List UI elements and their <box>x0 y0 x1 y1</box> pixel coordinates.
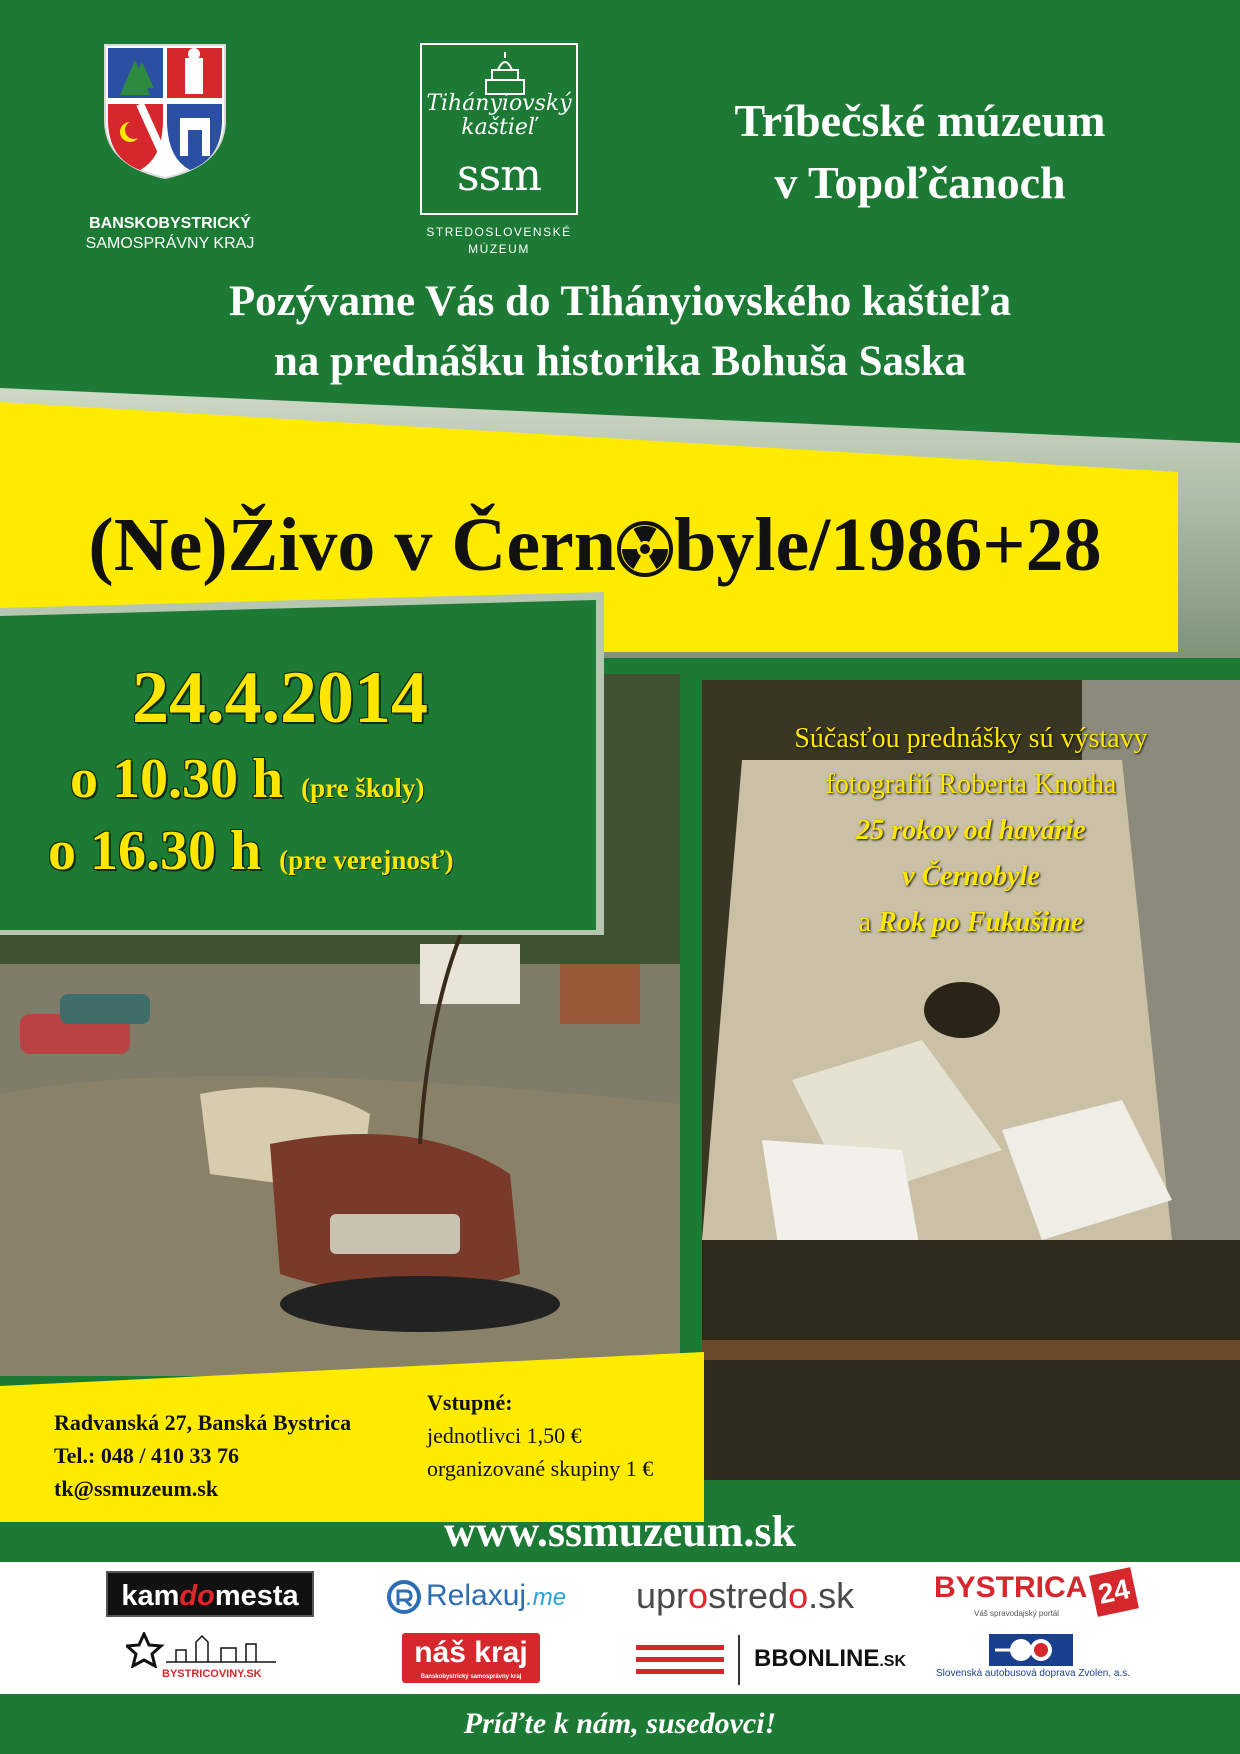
exhibition-line1: Súčasťou prednášky sú výstavy <box>794 723 1148 754</box>
ssm-logo-mark: ssm <box>457 150 541 201</box>
uprostred-logo-d: o <box>788 1575 809 1616</box>
relaxuj-logo-b: .me <box>526 1584 567 1611</box>
region-coat-of-arms-icon <box>100 40 230 180</box>
admission-groups: organizované skupiny 1 € <box>427 1456 654 1481</box>
contact-address: Radvanská 27, Banská Bystrica <box>54 1410 352 1435</box>
bbonline-separator <box>738 1635 740 1685</box>
uprostred-logo-e: .sk <box>808 1575 855 1616</box>
partner-museum-line1: Tríbečské múzeum <box>734 95 1106 146</box>
contact-phone: Tel.: 048 / 410 33 76 <box>54 1443 239 1468</box>
invitation-line2: na prednášku historika Bohuša Saska <box>273 338 967 385</box>
naskraj-logo-name: náš kraj <box>414 1636 528 1669</box>
bbonline-stripe <box>636 1669 724 1674</box>
admission-info <box>427 1386 707 1485</box>
naskraj-logo-tagline: Banskobystrický samosprávny kraj <box>420 1674 522 1680</box>
region-name <box>55 214 285 254</box>
event-date: 24.4.2014 <box>132 657 428 739</box>
exhibition-line4: v Černobyle <box>902 861 1040 892</box>
bystrica24-logo-number: 24 <box>1089 1567 1139 1617</box>
radiation-icon <box>617 521 673 577</box>
contact-info <box>54 1406 414 1505</box>
exhibition-caption <box>702 716 1240 946</box>
relaxuj-logo-a: Relaxuj <box>426 1579 527 1612</box>
bbonline-stripe <box>636 1657 724 1662</box>
uprostred-logo <box>636 1573 854 1619</box>
bystricoviny-logo <box>126 1632 286 1682</box>
relaxuj-pin-icon <box>386 1579 422 1615</box>
kamdomesta-logo-b: do <box>179 1580 215 1612</box>
sad-zvolen-logo <box>936 1632 1131 1684</box>
exhibition-line5-title: Rok po Fukušime <box>878 907 1084 938</box>
kamdomesta-logo-a: kam <box>121 1580 180 1612</box>
region-name-line2: SAMOSPRÁVNY KRAJ <box>85 235 255 252</box>
region-name-line1: BANSKOBYSTRICKÝ <box>89 215 251 232</box>
event-time-schools-value: o 10.30 h <box>70 748 284 810</box>
bystrica24-logo-name: BYSTRICA <box>934 1571 1088 1604</box>
event-title-part1: (Ne)Živo v Čern <box>88 502 617 587</box>
uprostred-logo-a: upr <box>636 1575 689 1616</box>
castle-logo-line1: Tihányiovský <box>426 91 572 116</box>
contact-email: tk@ssmuzeum.sk <box>54 1476 219 1501</box>
event-title-part2: byle/1986+28 <box>674 502 1102 587</box>
uprostred-logo-b: o <box>688 1575 709 1616</box>
museum-name-line2: MÚZEUM <box>468 242 530 256</box>
invitation-text <box>40 272 1200 392</box>
event-time-schools <box>70 744 424 823</box>
bbonline-logo-name: BBONLINE <box>754 1645 880 1672</box>
footer-slogan: Príďte k nám, susedovci! <box>0 1694 1240 1754</box>
naskraj-logo <box>402 1633 540 1683</box>
invitation-line1: Pozývame Vás do Tihányiovského kaštieľa <box>228 278 1012 325</box>
castle-logo-line2: kaštieľ <box>461 115 537 140</box>
exhibition-line2: fotografií Roberta Knotha <box>825 769 1117 800</box>
exhibition-line5-prefix: a <box>858 907 879 938</box>
partner-museum-title <box>650 90 1190 214</box>
bystricoviny-star-icon <box>126 1632 286 1668</box>
kamdomesta-logo <box>106 1571 314 1617</box>
exhibition-line5 <box>702 900 1240 946</box>
event-time-public-note: (pre verejnosť) <box>279 845 454 875</box>
admission-individuals: jednotlivci 1,50 € <box>427 1423 582 1448</box>
kamdomesta-logo-c: mesta <box>214 1580 299 1612</box>
uprostred-logo-c: stred <box>708 1575 789 1616</box>
museum-name <box>395 224 603 258</box>
sad-zvolen-mark-icon <box>987 1632 1075 1668</box>
bystrica24-logo <box>934 1571 1134 1623</box>
bbonline-logo <box>636 1635 907 1685</box>
bbonline-logo-domain: .SK <box>879 1653 907 1670</box>
bystrica24-logo-tagline: Váš spravodajský portál <box>974 1609 1059 1618</box>
museum-name-line1: STREDOSLOVENSKÉ <box>426 225 572 239</box>
bbonline-stripe <box>636 1645 724 1650</box>
relaxuj-logo <box>386 1573 566 1619</box>
bbonline-logo-text <box>754 1645 906 1673</box>
sad-zvolen-logo-label: Slovenská autobusová doprava Zvolen, a.s. <box>936 1668 1131 1679</box>
event-time-public <box>48 816 453 895</box>
event-title <box>20 492 1170 590</box>
exhibition-line3: 25 rokov od havárie <box>856 815 1086 846</box>
castle-logo-text <box>420 92 578 140</box>
website-url: www.ssmuzeum.sk <box>443 1507 797 1556</box>
partner-museum-line2: v Topoľčanoch <box>774 157 1066 208</box>
event-time-schools-note: (pre školy) <box>301 773 425 803</box>
bystricoviny-logo-label: BYSTRICOVINY.SK <box>162 1668 262 1680</box>
admission-heading: Vstupné: <box>427 1390 513 1415</box>
castle-building-icon <box>482 52 528 96</box>
event-time-public-value: o 16.30 h <box>48 820 262 882</box>
